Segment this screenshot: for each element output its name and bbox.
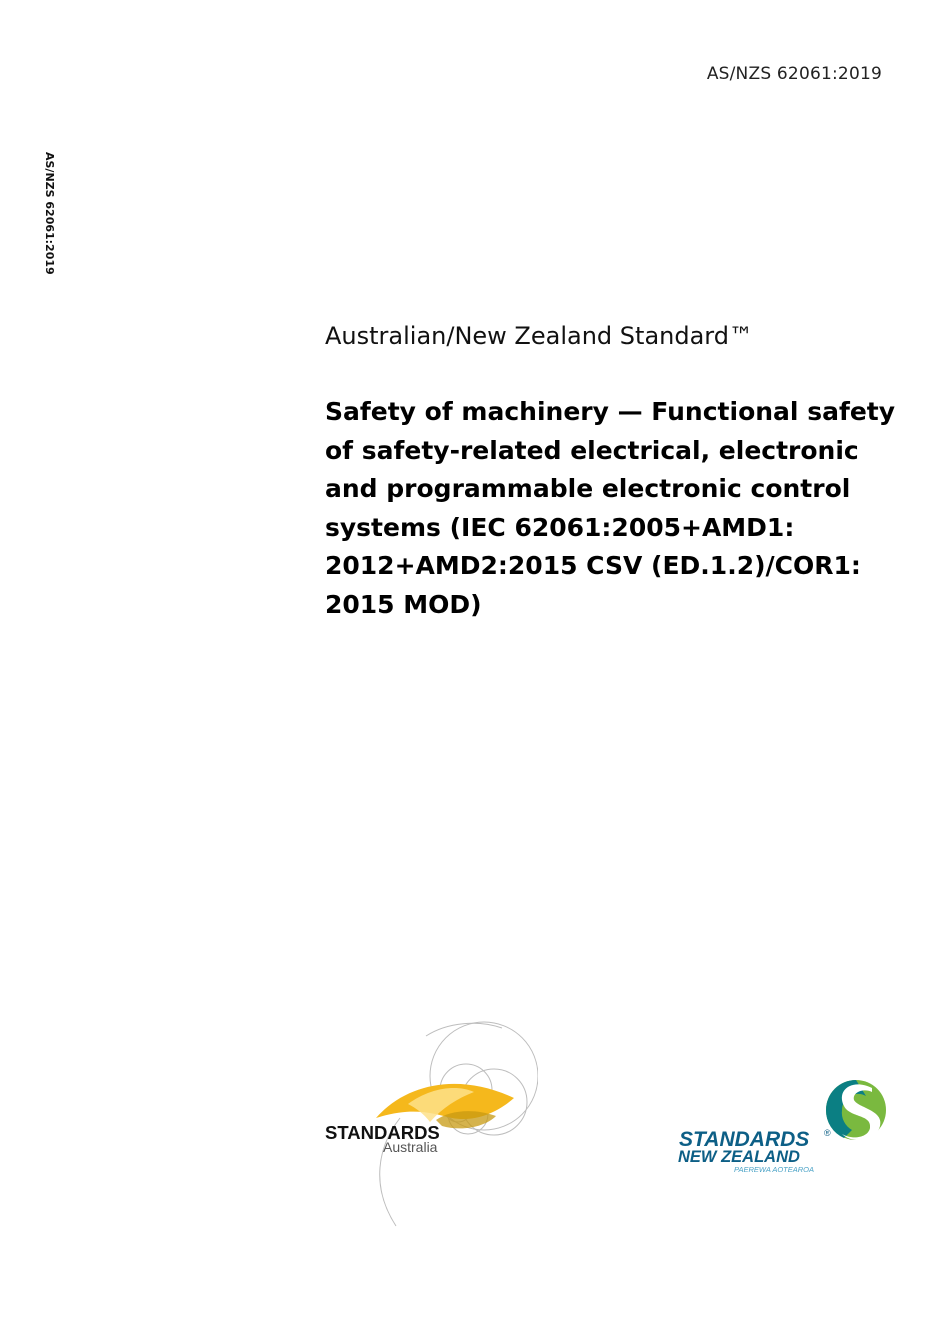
nz-s-emblem (826, 1080, 886, 1140)
title-line: of safety-related electrical, electronic (325, 435, 859, 465)
nz-logo-registered-mark: ® (824, 1128, 831, 1138)
spine-standard-number: AS/NZS 62061:2019 (43, 152, 56, 275)
standard-number: AS/NZS 62061:2019 (706, 64, 882, 84)
sa-logo-subtitle: Australia (383, 1139, 438, 1155)
title-line: 2012+AMD2:2015 CSV (ED.1.2)/COR1: (325, 551, 861, 580)
title-line: Safety of machinery — Functional safety (325, 397, 896, 426)
document-title (325, 393, 895, 624)
title-line: and programmable electronic control (325, 474, 851, 503)
standards-australia-logo (318, 1018, 538, 1233)
standards-nz-logo (676, 1078, 891, 1173)
title-line: systems (IEC 62061:2005+AMD1: (325, 512, 795, 542)
nz-logo-wordmark: STANDARDS (679, 1128, 810, 1151)
standard-series: Australian/New Zealand Standard™ (325, 322, 753, 350)
title-line: 2015 MOD) (325, 589, 482, 619)
nz-logo-maori-name: PAEREWA AOTEAROA (734, 1165, 815, 1173)
spine-label (38, 152, 56, 292)
sa-logo-wordmark: STANDARDS (325, 1122, 440, 1143)
nz-logo-country: NEW ZEALAND (678, 1148, 800, 1166)
